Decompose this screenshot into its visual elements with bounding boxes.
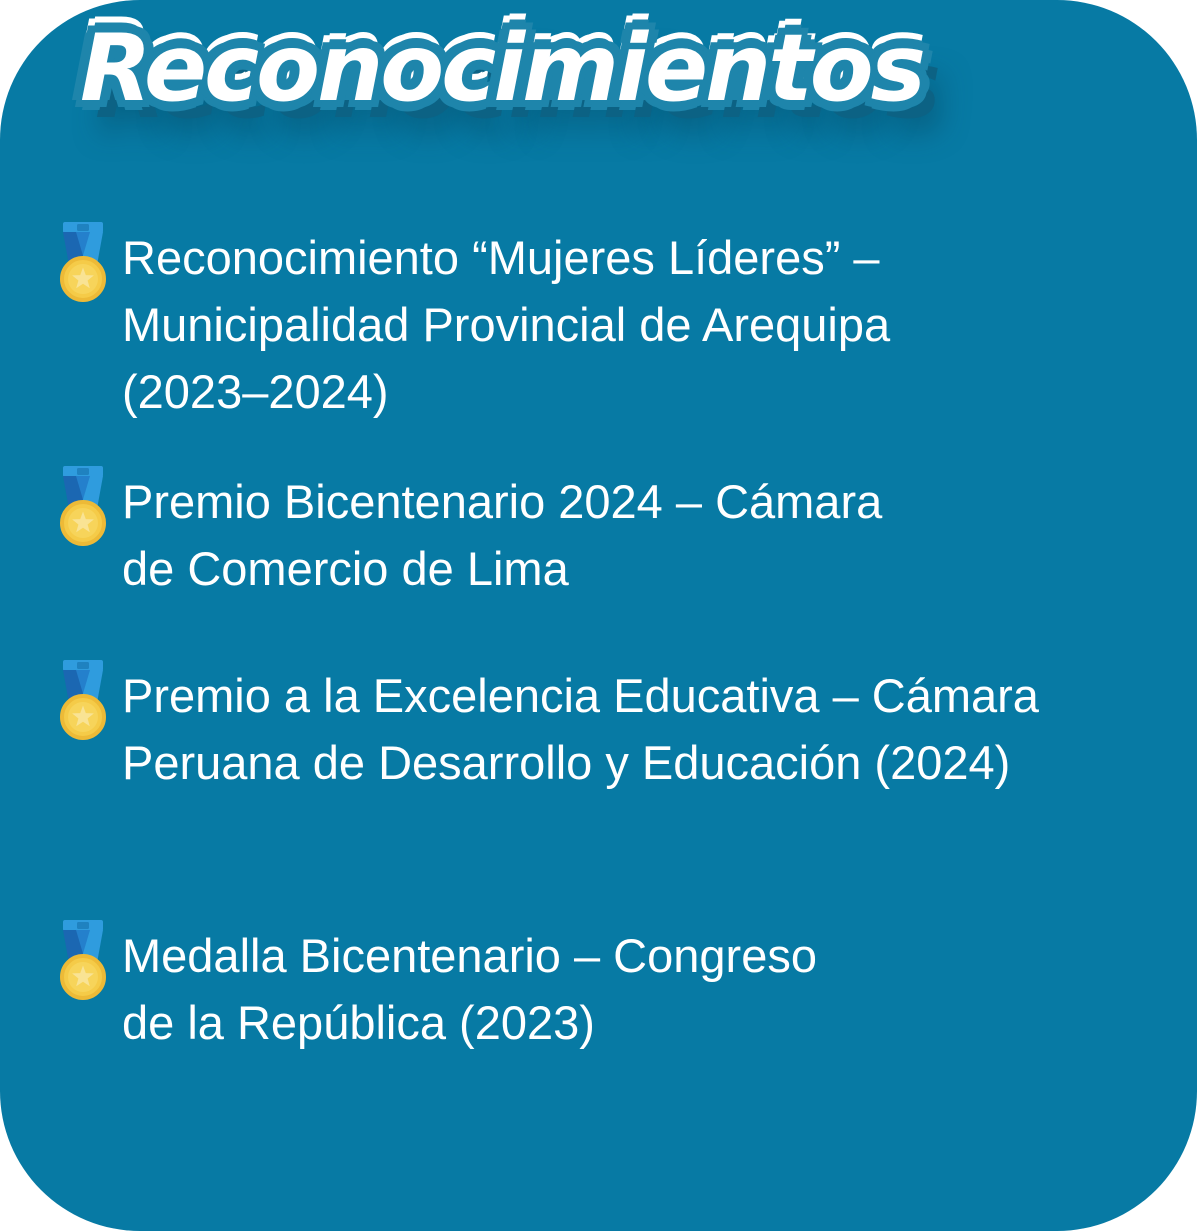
award-text: [122, 468, 882, 602]
award-text: [122, 224, 890, 425]
award-item-excelencia-educativa: [57, 660, 1039, 796]
award-line: Medalla Bicentenario – Congreso: [122, 929, 817, 982]
page-title: Reconocimientos: [80, 14, 923, 122]
award-text: [122, 922, 817, 1056]
award-line: Premio Bicentenario 2024 – Cámara: [122, 475, 883, 528]
medal-clasp-notch: [77, 224, 89, 231]
award-item-mujeres-lideres: [57, 222, 890, 425]
medal-icon: [57, 660, 109, 740]
award-line: (2023–2024): [122, 365, 389, 418]
award-item-premio-bicentenario: [57, 466, 882, 602]
award-line: de Comercio de Lima: [122, 542, 569, 595]
award-line: Reconocimiento “Mujeres Líderes” –: [122, 231, 880, 284]
medal-icon: [57, 920, 109, 1000]
medal-icon: [57, 222, 109, 302]
medal-clasp-notch: [77, 662, 89, 669]
award-line: Municipalidad Provincial de Arequipa: [122, 298, 891, 351]
award-line: de la República (2023): [122, 996, 595, 1049]
medal-icon: [57, 466, 109, 546]
award-line: Peruana de Desarrollo y Educación (2024): [122, 736, 1011, 789]
award-item-medalla-bicentenario: [57, 920, 817, 1056]
award-text: [122, 662, 1039, 796]
award-line: Premio a la Excelencia Educativa – Cámara: [122, 669, 1039, 722]
medal-clasp-notch: [77, 468, 89, 475]
medal-clasp-notch: [77, 922, 89, 929]
